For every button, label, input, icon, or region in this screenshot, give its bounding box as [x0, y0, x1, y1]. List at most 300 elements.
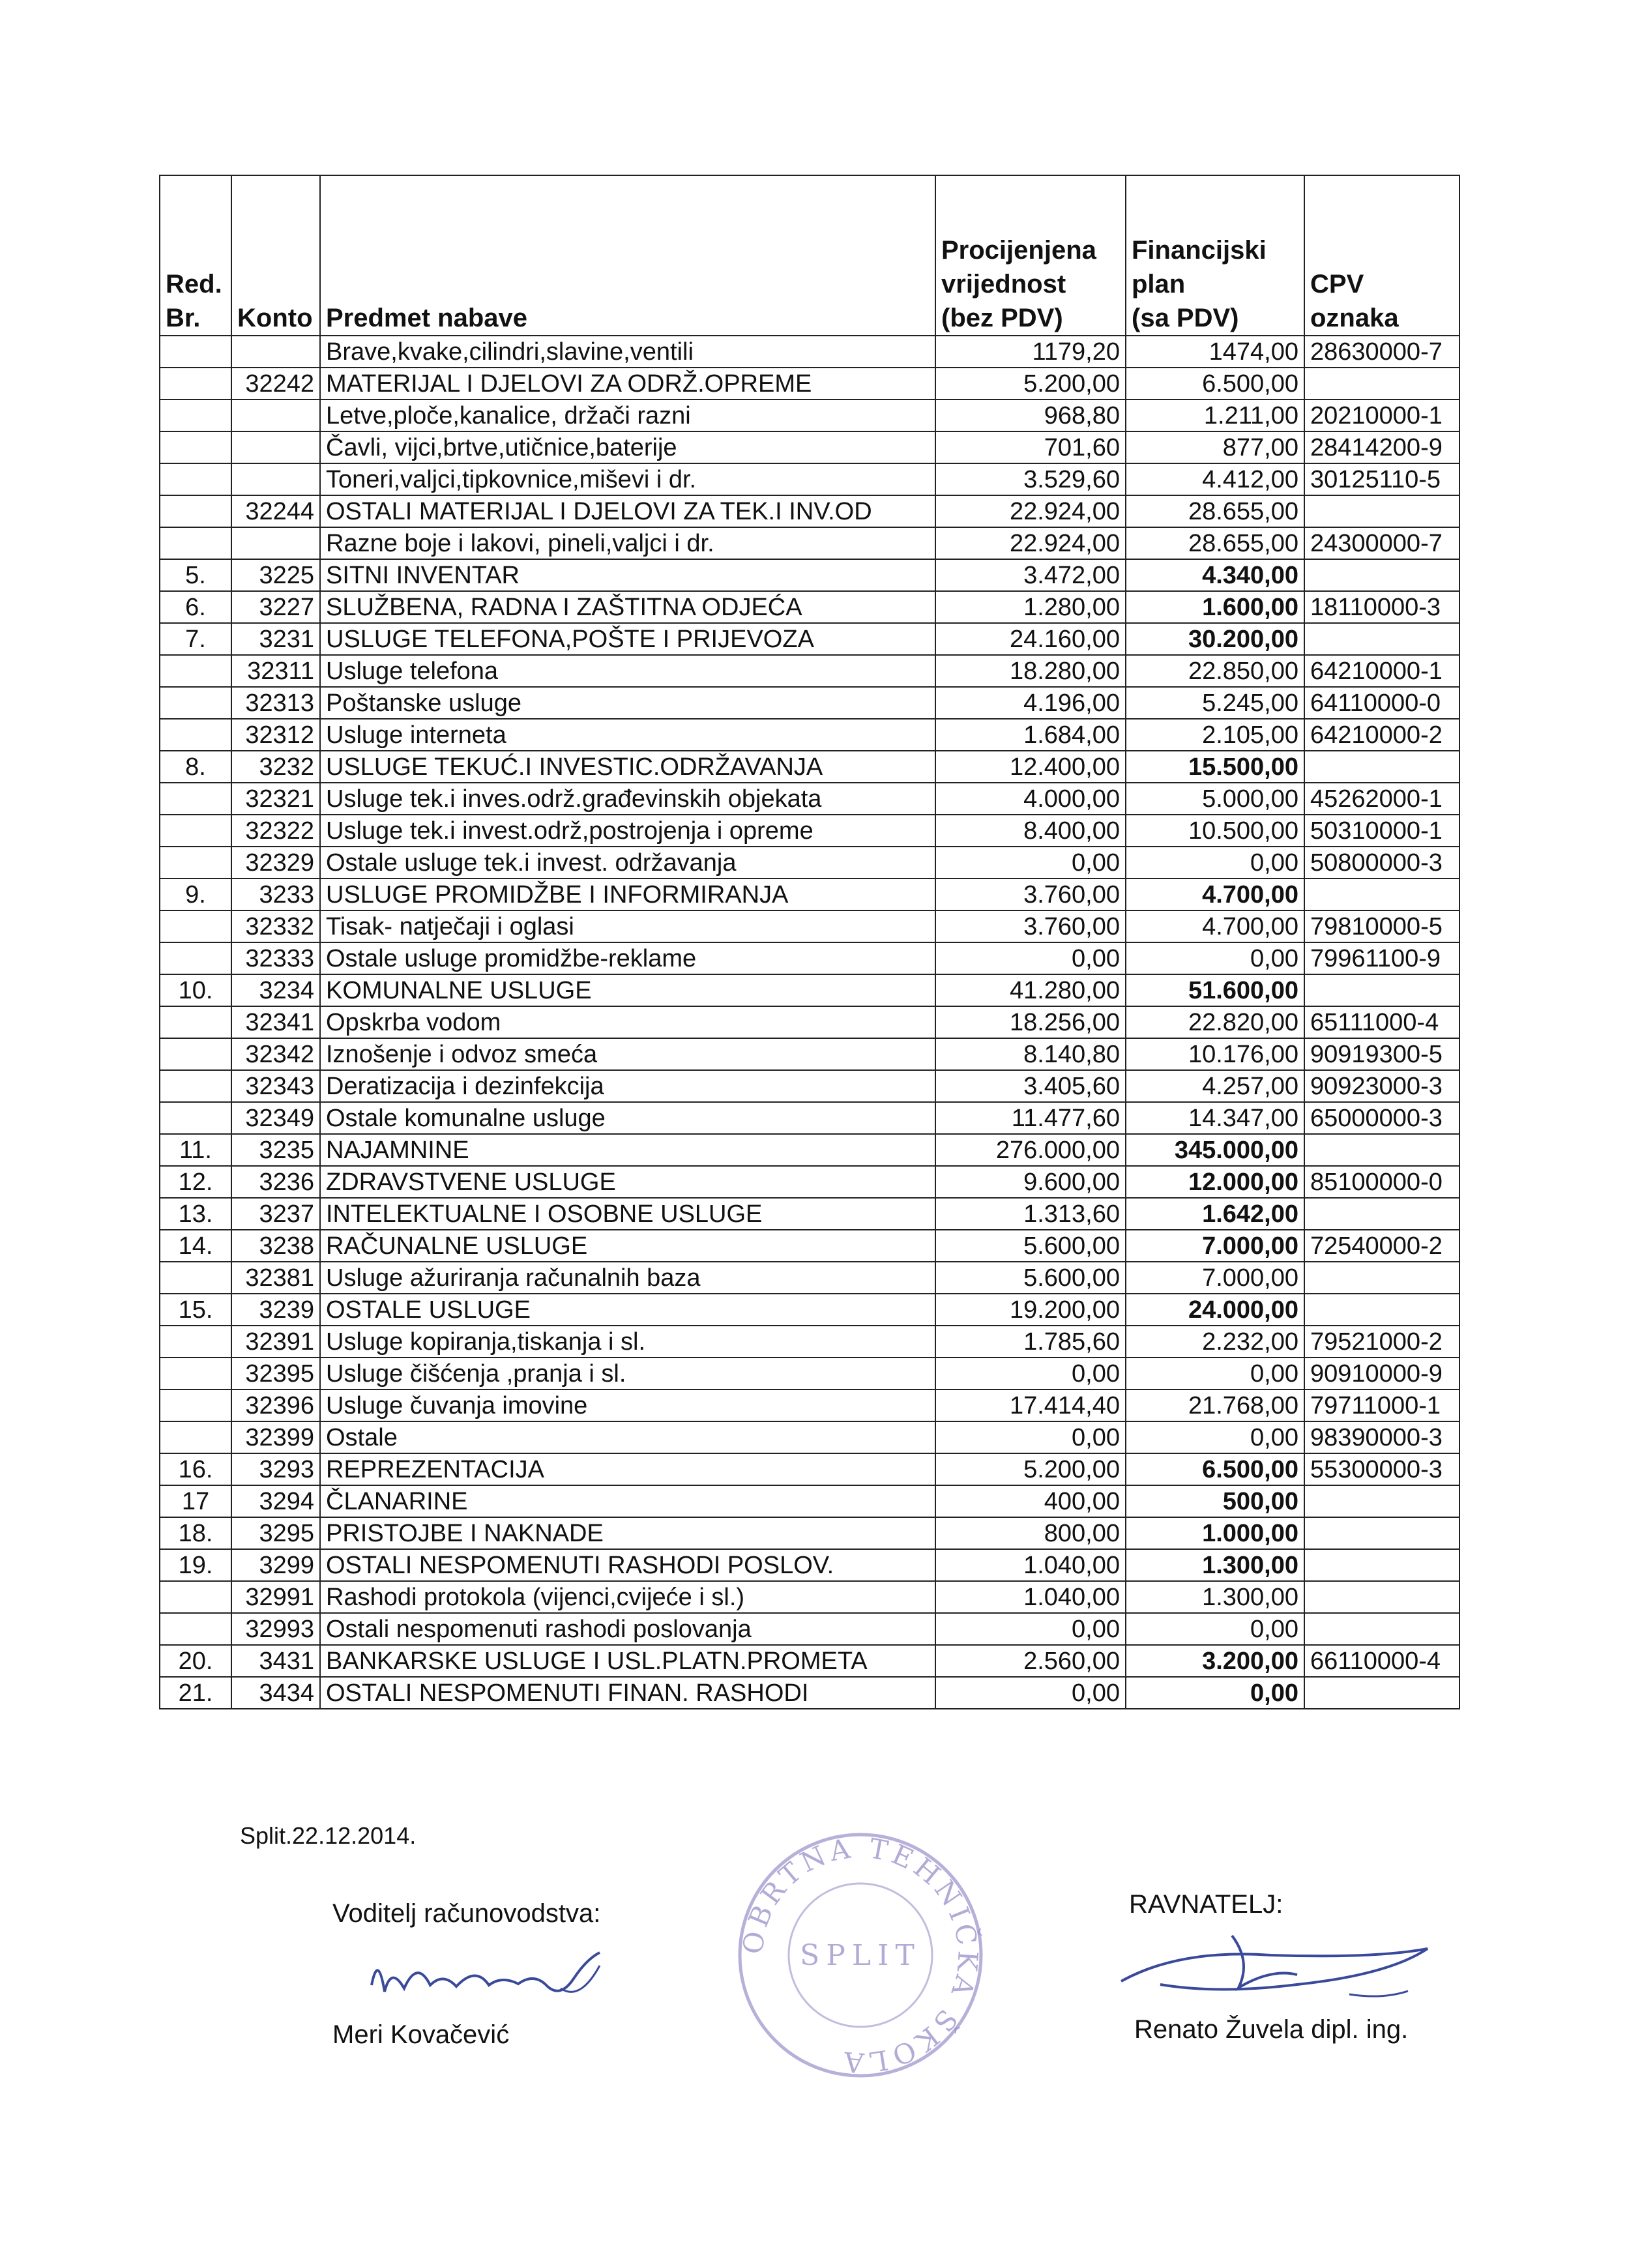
- school-stamp: [730, 1825, 991, 2086]
- row-procjena-cell: 3.405,60: [935, 1070, 1126, 1102]
- row-cpv-cell: 28414200-9: [1304, 431, 1459, 463]
- table-row: [160, 910, 1459, 942]
- row-red-cell: 12.: [160, 1166, 231, 1198]
- row-procjena-cell: 0,00: [935, 847, 1126, 879]
- director-signature: [1102, 1923, 1454, 2014]
- header-predmet: [320, 175, 935, 336]
- row-procjena-cell: 24.160,00: [935, 623, 1126, 655]
- table-row: [160, 655, 1459, 687]
- row-konto-cell: 32242: [231, 368, 320, 400]
- row-red-cell: 8.: [160, 751, 231, 783]
- row-procjena-cell: 41.280,00: [935, 974, 1126, 1006]
- table-row: [160, 783, 1459, 815]
- row-plan-cell: 0,00: [1126, 847, 1304, 879]
- table-row: [160, 1326, 1459, 1358]
- table-row: [160, 1166, 1459, 1198]
- row-cpv-cell: 79961100-9: [1304, 942, 1459, 974]
- row-konto-cell: 3239: [231, 1294, 320, 1326]
- row-plan-cell: 1.000,00: [1126, 1517, 1304, 1549]
- header-plan-text: Financijski plan (sa PDV): [1132, 236, 1267, 332]
- row-konto-cell: 32993: [231, 1613, 320, 1645]
- row-plan-cell: 0,00: [1126, 1421, 1304, 1453]
- row-red-cell: 11.: [160, 1134, 231, 1166]
- row-red-cell: 17: [160, 1485, 231, 1517]
- row-procjena-cell: 5.600,00: [935, 1262, 1126, 1294]
- row-red-cell: [160, 942, 231, 974]
- row-konto-cell: 3227: [231, 591, 320, 623]
- row-procjena-cell: 1.785,60: [935, 1326, 1126, 1358]
- row-konto-cell: 32399: [231, 1421, 320, 1453]
- table-row: [160, 847, 1459, 879]
- row-cpv-cell: 45262000-1: [1304, 783, 1459, 815]
- row-konto-cell: 3231: [231, 623, 320, 655]
- table-row: [160, 751, 1459, 783]
- row-konto-cell: [231, 527, 320, 559]
- row-plan-cell: 4.340,00: [1126, 559, 1304, 591]
- row-konto-cell: 3293: [231, 1453, 320, 1485]
- header-konto-text: Konto: [237, 304, 313, 332]
- row-procjena-cell: 1.040,00: [935, 1581, 1126, 1613]
- row-procjena-cell: 276.000,00: [935, 1134, 1126, 1166]
- row-konto-cell: 32395: [231, 1358, 320, 1389]
- row-predmet-cell: REPREZENTACIJA: [320, 1453, 935, 1485]
- row-red-cell: [160, 400, 231, 431]
- row-predmet-cell: USLUGE PROMIDŽBE I INFORMIRANJA: [320, 879, 935, 910]
- row-konto-cell: 3295: [231, 1517, 320, 1549]
- table-row: [160, 1389, 1459, 1421]
- row-cpv-cell: 55300000-3: [1304, 1453, 1459, 1485]
- row-konto-cell: 32342: [231, 1038, 320, 1070]
- row-konto-cell: 32322: [231, 815, 320, 847]
- row-procjena-cell: 9.600,00: [935, 1166, 1126, 1198]
- row-predmet-cell: INTELEKTUALNE I OSOBNE USLUGE: [320, 1198, 935, 1230]
- row-plan-cell: 2.105,00: [1126, 719, 1304, 751]
- row-konto-cell: 3237: [231, 1198, 320, 1230]
- row-red-cell: [160, 431, 231, 463]
- row-red-cell: [160, 368, 231, 400]
- row-plan-cell: 1.211,00: [1126, 400, 1304, 431]
- row-cpv-cell: [1304, 1198, 1459, 1230]
- row-plan-cell: 2.232,00: [1126, 1326, 1304, 1358]
- row-predmet-cell: Usluge tek.i inves.održ.građevinskih objekata: [320, 783, 935, 815]
- row-plan-cell: 4.700,00: [1126, 910, 1304, 942]
- table-row: [160, 1134, 1459, 1166]
- table-row: [160, 527, 1459, 559]
- row-plan-cell: 51.600,00: [1126, 974, 1304, 1006]
- row-predmet-cell: Usluge kopiranja,tiskanja i sl.: [320, 1326, 935, 1358]
- row-plan-cell: 6.500,00: [1126, 368, 1304, 400]
- row-predmet-cell: Deratizacija i dezinfekcija: [320, 1070, 935, 1102]
- header-procjena-text: Procijenjena vrijednost (bez PDV): [941, 236, 1096, 332]
- table-row: [160, 1358, 1459, 1389]
- row-predmet-cell: Ostali nespomenuti rashodi poslovanja: [320, 1613, 935, 1645]
- table-row: [160, 1070, 1459, 1102]
- table-row: [160, 336, 1459, 368]
- row-plan-cell: 6.500,00: [1126, 1453, 1304, 1485]
- row-procjena-cell: 5.200,00: [935, 368, 1126, 400]
- table-row: [160, 719, 1459, 751]
- row-konto-cell: 3233: [231, 879, 320, 910]
- row-procjena-cell: 3.529,60: [935, 463, 1126, 495]
- row-plan-cell: 14.347,00: [1126, 1102, 1304, 1134]
- row-plan-cell: 10.500,00: [1126, 815, 1304, 847]
- row-predmet-cell: OSTALI MATERIJAL I DJELOVI ZA TEK.I INV.OD: [320, 495, 935, 527]
- row-plan-cell: 22.850,00: [1126, 655, 1304, 687]
- row-cpv-cell: 24300000-7: [1304, 527, 1459, 559]
- row-plan-cell: 4.412,00: [1126, 463, 1304, 495]
- row-konto-cell: 3232: [231, 751, 320, 783]
- row-predmet-cell: BANKARSKE USLUGE I USL.PLATN.PROMETA: [320, 1645, 935, 1677]
- row-cpv-cell: 90910000-9: [1304, 1358, 1459, 1389]
- row-cpv-cell: [1304, 1549, 1459, 1581]
- row-cpv-cell: [1304, 1581, 1459, 1613]
- row-procjena-cell: 8.140,80: [935, 1038, 1126, 1070]
- table-body: [160, 336, 1459, 1709]
- row-konto-cell: [231, 336, 320, 368]
- row-red-cell: [160, 687, 231, 719]
- table-row: [160, 687, 1459, 719]
- row-procjena-cell: 1179,20: [935, 336, 1126, 368]
- row-predmet-cell: Brave,kvake,cilindri,slavine,ventili: [320, 336, 935, 368]
- document-date: Split.22.12.2014.: [240, 1822, 417, 1849]
- row-predmet-cell: Usluge telefona: [320, 655, 935, 687]
- row-procjena-cell: 1.313,60: [935, 1198, 1126, 1230]
- table-row: [160, 1613, 1459, 1645]
- row-cpv-cell: 65111000-4: [1304, 1006, 1459, 1038]
- table-row: [160, 1230, 1459, 1262]
- row-red-cell: [160, 910, 231, 942]
- row-konto-cell: 32332: [231, 910, 320, 942]
- table-row: [160, 1262, 1459, 1294]
- header-konto: [231, 175, 320, 336]
- row-cpv-cell: [1304, 974, 1459, 1006]
- row-procjena-cell: 3.760,00: [935, 879, 1126, 910]
- accountant-name: Meri Kovačević: [332, 2020, 510, 2049]
- row-red-cell: 20.: [160, 1645, 231, 1677]
- row-cpv-cell: [1304, 1485, 1459, 1517]
- table-row: [160, 1006, 1459, 1038]
- row-cpv-cell: 79711000-1: [1304, 1389, 1459, 1421]
- row-cpv-cell: [1304, 368, 1459, 400]
- table-row: [160, 1549, 1459, 1581]
- row-procjena-cell: 12.400,00: [935, 751, 1126, 783]
- row-red-cell: 19.: [160, 1549, 231, 1581]
- row-plan-cell: 0,00: [1126, 942, 1304, 974]
- row-konto-cell: [231, 400, 320, 431]
- row-plan-cell: 30.200,00: [1126, 623, 1304, 655]
- stamp-city: SPLIT: [800, 1939, 921, 1972]
- row-red-cell: 18.: [160, 1517, 231, 1549]
- row-cpv-cell: 64210000-2: [1304, 719, 1459, 751]
- row-red-cell: 14.: [160, 1230, 231, 1262]
- row-predmet-cell: Razne boje i lakovi, pineli,valjci i dr.: [320, 527, 935, 559]
- row-plan-cell: 10.176,00: [1126, 1038, 1304, 1070]
- row-red-cell: [160, 655, 231, 687]
- row-predmet-cell: Usluge čišćenja ,pranja i sl.: [320, 1358, 935, 1389]
- row-plan-cell: 12.000,00: [1126, 1166, 1304, 1198]
- header-cpv-text: CPV oznaka: [1310, 270, 1399, 332]
- row-red-cell: [160, 1006, 231, 1038]
- row-predmet-cell: RAČUNALNE USLUGE: [320, 1230, 935, 1262]
- row-red-cell: 7.: [160, 623, 231, 655]
- row-konto-cell: 32991: [231, 1581, 320, 1613]
- row-cpv-cell: [1304, 1134, 1459, 1166]
- row-cpv-cell: 79521000-2: [1304, 1326, 1459, 1358]
- table-row: [160, 1677, 1459, 1709]
- row-plan-cell: 0,00: [1126, 1358, 1304, 1389]
- row-plan-cell: 28.655,00: [1126, 527, 1304, 559]
- row-predmet-cell: ČLANARINE: [320, 1485, 935, 1517]
- row-red-cell: [160, 1358, 231, 1389]
- row-konto-cell: 32244: [231, 495, 320, 527]
- row-plan-cell: 1.600,00: [1126, 591, 1304, 623]
- row-predmet-cell: Ostale komunalne usluge: [320, 1102, 935, 1134]
- table-row: [160, 974, 1459, 1006]
- row-red-cell: 6.: [160, 591, 231, 623]
- header-red: [160, 175, 231, 336]
- header-procjena: [935, 175, 1126, 336]
- row-konto-cell: [231, 431, 320, 463]
- row-procjena-cell: 18.280,00: [935, 655, 1126, 687]
- row-red-cell: 15.: [160, 1294, 231, 1326]
- row-predmet-cell: Čavli, vijci,brtve,utičnice,baterije: [320, 431, 935, 463]
- header-cpv: [1304, 175, 1459, 336]
- row-konto-cell: 32396: [231, 1389, 320, 1421]
- row-cpv-cell: 18110000-3: [1304, 591, 1459, 623]
- row-procjena-cell: 1.040,00: [935, 1549, 1126, 1581]
- row-cpv-cell: 28630000-7: [1304, 336, 1459, 368]
- table-row: [160, 559, 1459, 591]
- row-plan-cell: 1.300,00: [1126, 1549, 1304, 1581]
- row-plan-cell: 7.000,00: [1126, 1230, 1304, 1262]
- row-predmet-cell: MATERIJAL I DJELOVI ZA ODRŽ.OPREME: [320, 368, 935, 400]
- row-cpv-cell: 50310000-1: [1304, 815, 1459, 847]
- row-cpv-cell: [1304, 751, 1459, 783]
- row-konto-cell: 3294: [231, 1485, 320, 1517]
- row-procjena-cell: 11.477,60: [935, 1102, 1126, 1134]
- row-predmet-cell: Usluge čuvanja imovine: [320, 1389, 935, 1421]
- row-plan-cell: 3.200,00: [1126, 1645, 1304, 1677]
- table-row: [160, 400, 1459, 431]
- row-konto-cell: 3431: [231, 1645, 320, 1677]
- row-konto-cell: [231, 463, 320, 495]
- row-red-cell: [160, 495, 231, 527]
- row-red-cell: [160, 1581, 231, 1613]
- row-plan-cell: 1.300,00: [1126, 1581, 1304, 1613]
- row-procjena-cell: 0,00: [935, 1421, 1126, 1453]
- row-plan-cell: 345.000,00: [1126, 1134, 1304, 1166]
- row-konto-cell: 3234: [231, 974, 320, 1006]
- procurement-table: [159, 175, 1460, 1709]
- row-predmet-cell: OSTALI NESPOMENUTI FINAN. RASHODI: [320, 1677, 935, 1709]
- header-plan: [1126, 175, 1304, 336]
- row-predmet-cell: Ostale: [320, 1421, 935, 1453]
- row-predmet-cell: Ostale usluge tek.i invest. održavanja: [320, 847, 935, 879]
- accountant-role: Voditelj računovodstva:: [332, 1899, 601, 1928]
- table-row: [160, 591, 1459, 623]
- row-red-cell: [160, 1102, 231, 1134]
- row-procjena-cell: 701,60: [935, 431, 1126, 463]
- row-plan-cell: 7.000,00: [1126, 1262, 1304, 1294]
- row-procjena-cell: 19.200,00: [935, 1294, 1126, 1326]
- row-predmet-cell: ZDRAVSTVENE USLUGE: [320, 1166, 935, 1198]
- row-red-cell: [160, 336, 231, 368]
- row-procjena-cell: 3.760,00: [935, 910, 1126, 942]
- row-plan-cell: 500,00: [1126, 1485, 1304, 1517]
- row-predmet-cell: Rashodi protokola (vijenci,cvijeće i sl.): [320, 1581, 935, 1613]
- row-cpv-cell: [1304, 1262, 1459, 1294]
- row-red-cell: 13.: [160, 1198, 231, 1230]
- row-cpv-cell: 20210000-1: [1304, 400, 1459, 431]
- row-plan-cell: 4.257,00: [1126, 1070, 1304, 1102]
- director-role: RAVNATELJ:: [1129, 1890, 1283, 1919]
- row-procjena-cell: 2.560,00: [935, 1645, 1126, 1677]
- accountant-signature: [365, 1940, 639, 2011]
- row-cpv-cell: [1304, 623, 1459, 655]
- row-konto-cell: 3235: [231, 1134, 320, 1166]
- row-predmet-cell: OSTALI NESPOMENUTI RASHODI POSLOV.: [320, 1549, 935, 1581]
- table-row: [160, 431, 1459, 463]
- row-predmet-cell: Poštanske usluge: [320, 687, 935, 719]
- row-predmet-cell: KOMUNALNE USLUGE: [320, 974, 935, 1006]
- row-procjena-cell: 0,00: [935, 1677, 1126, 1709]
- row-predmet-cell: Usluge ažuriranja računalnih baza: [320, 1262, 935, 1294]
- row-red-cell: [160, 1326, 231, 1358]
- row-konto-cell: 3434: [231, 1677, 320, 1709]
- row-cpv-cell: [1304, 495, 1459, 527]
- row-plan-cell: 28.655,00: [1126, 495, 1304, 527]
- table-row: [160, 368, 1459, 400]
- stamp-text: OBRTNA TEHNIČKA ŠKOLA: [736, 1831, 984, 2079]
- row-red-cell: 5.: [160, 559, 231, 591]
- row-cpv-cell: [1304, 1677, 1459, 1709]
- table-row: [160, 1485, 1459, 1517]
- row-procjena-cell: 4.000,00: [935, 783, 1126, 815]
- row-konto-cell: 3236: [231, 1166, 320, 1198]
- row-procjena-cell: 800,00: [935, 1517, 1126, 1549]
- row-red-cell: [160, 1421, 231, 1453]
- table-row: [160, 463, 1459, 495]
- row-procjena-cell: 1.280,00: [935, 591, 1126, 623]
- row-red-cell: [160, 527, 231, 559]
- row-cpv-cell: [1304, 1294, 1459, 1326]
- row-plan-cell: 877,00: [1126, 431, 1304, 463]
- table-row: [160, 1038, 1459, 1070]
- row-plan-cell: 15.500,00: [1126, 751, 1304, 783]
- row-konto-cell: 3238: [231, 1230, 320, 1262]
- table-header-row: [160, 175, 1459, 336]
- row-cpv-cell: [1304, 559, 1459, 591]
- row-cpv-cell: 90923000-3: [1304, 1070, 1459, 1102]
- row-cpv-cell: 50800000-3: [1304, 847, 1459, 879]
- row-plan-cell: 4.700,00: [1126, 879, 1304, 910]
- row-konto-cell: 32349: [231, 1102, 320, 1134]
- row-plan-cell: 22.820,00: [1126, 1006, 1304, 1038]
- row-konto-cell: 32391: [231, 1326, 320, 1358]
- row-red-cell: [160, 1038, 231, 1070]
- row-red-cell: [160, 783, 231, 815]
- table-row: [160, 942, 1459, 974]
- row-konto-cell: 32311: [231, 655, 320, 687]
- row-red-cell: 16.: [160, 1453, 231, 1485]
- header-predmet-text: Predmet nabave: [326, 304, 528, 332]
- row-cpv-cell: 85100000-0: [1304, 1166, 1459, 1198]
- row-red-cell: [160, 1070, 231, 1102]
- header-red-text: Red. Br.: [166, 270, 222, 332]
- row-konto-cell: 32313: [231, 687, 320, 719]
- row-red-cell: [160, 719, 231, 751]
- row-red-cell: [160, 463, 231, 495]
- row-konto-cell: 32343: [231, 1070, 320, 1102]
- row-konto-cell: 32329: [231, 847, 320, 879]
- row-cpv-cell: 64210000-1: [1304, 655, 1459, 687]
- row-predmet-cell: Toneri,valjci,tipkovnice,miševi i dr.: [320, 463, 935, 495]
- row-cpv-cell: 98390000-3: [1304, 1421, 1459, 1453]
- row-cpv-cell: 64110000-0: [1304, 687, 1459, 719]
- row-predmet-cell: Tisak- natječaji i oglasi: [320, 910, 935, 942]
- row-konto-cell: 32321: [231, 783, 320, 815]
- row-predmet-cell: NAJAMNINE: [320, 1134, 935, 1166]
- table-row: [160, 1421, 1459, 1453]
- row-red-cell: 9.: [160, 879, 231, 910]
- row-cpv-cell: 66110000-4: [1304, 1645, 1459, 1677]
- row-predmet-cell: Letve,ploče,kanalice, držači razni: [320, 400, 935, 431]
- table-row: [160, 1517, 1459, 1549]
- table-row: [160, 879, 1459, 910]
- row-konto-cell: 3225: [231, 559, 320, 591]
- table-row: [160, 1102, 1459, 1134]
- row-procjena-cell: 0,00: [935, 1358, 1126, 1389]
- row-procjena-cell: 5.200,00: [935, 1453, 1126, 1485]
- row-plan-cell: 0,00: [1126, 1677, 1304, 1709]
- row-cpv-cell: 90919300-5: [1304, 1038, 1459, 1070]
- row-predmet-cell: Iznošenje i odvoz smeća: [320, 1038, 935, 1070]
- row-red-cell: [160, 815, 231, 847]
- row-konto-cell: 32341: [231, 1006, 320, 1038]
- row-procjena-cell: 22.924,00: [935, 495, 1126, 527]
- row-konto-cell: 32381: [231, 1262, 320, 1294]
- row-predmet-cell: OSTALE USLUGE: [320, 1294, 935, 1326]
- row-plan-cell: 21.768,00: [1126, 1389, 1304, 1421]
- director-name: Renato Žuvela dipl. ing.: [1134, 2015, 1409, 2044]
- row-konto-cell: 32312: [231, 719, 320, 751]
- table-row: [160, 1645, 1459, 1677]
- row-procjena-cell: 400,00: [935, 1485, 1126, 1517]
- row-procjena-cell: 5.600,00: [935, 1230, 1126, 1262]
- row-plan-cell: 5.245,00: [1126, 687, 1304, 719]
- row-predmet-cell: SITNI INVENTAR: [320, 559, 935, 591]
- row-konto-cell: 3299: [231, 1549, 320, 1581]
- row-predmet-cell: Usluge interneta: [320, 719, 935, 751]
- table-row: [160, 1198, 1459, 1230]
- table-row: [160, 495, 1459, 527]
- row-cpv-cell: 65000000-3: [1304, 1102, 1459, 1134]
- row-procjena-cell: 17.414,40: [935, 1389, 1126, 1421]
- row-procjena-cell: 4.196,00: [935, 687, 1126, 719]
- row-predmet-cell: SLUŽBENA, RADNA I ZAŠTITNA ODJEĆA: [320, 591, 935, 623]
- row-cpv-cell: [1304, 1517, 1459, 1549]
- row-plan-cell: 0,00: [1126, 1613, 1304, 1645]
- row-red-cell: 21.: [160, 1677, 231, 1709]
- row-procjena-cell: 8.400,00: [935, 815, 1126, 847]
- table-row: [160, 1294, 1459, 1326]
- row-red-cell: [160, 1262, 231, 1294]
- row-procjena-cell: 0,00: [935, 1613, 1126, 1645]
- row-plan-cell: 1474,00: [1126, 336, 1304, 368]
- table-row: [160, 815, 1459, 847]
- row-red-cell: [160, 1389, 231, 1421]
- row-cpv-cell: [1304, 879, 1459, 910]
